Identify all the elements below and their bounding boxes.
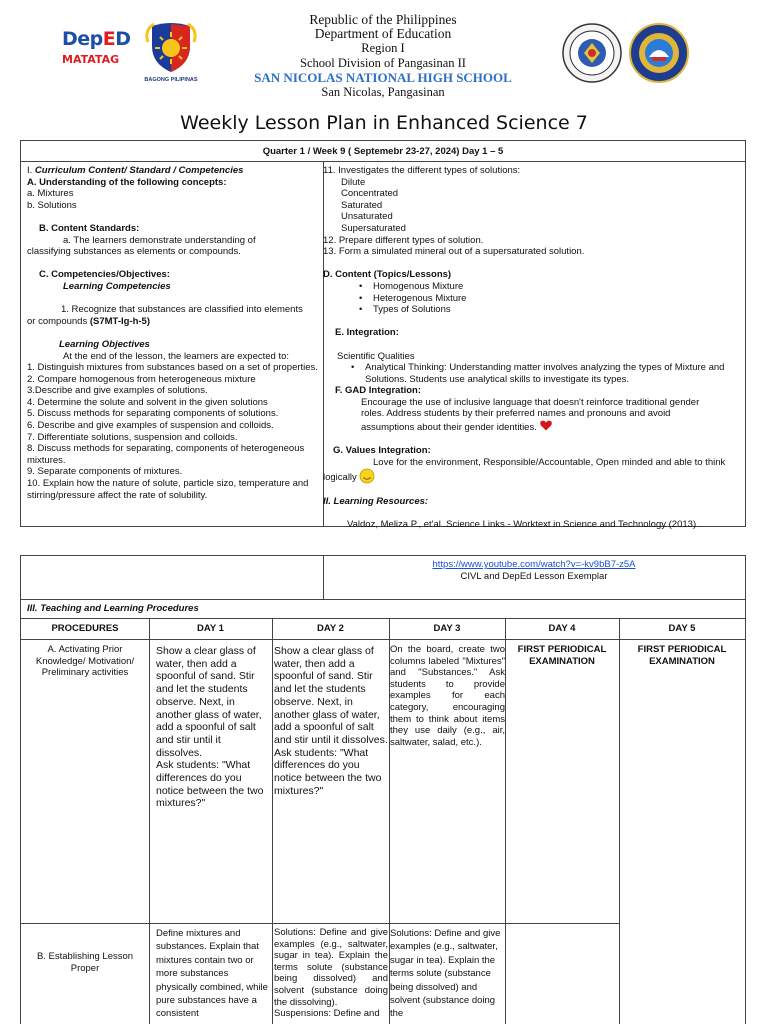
learning-objectives-heading: Learning Objectives (59, 338, 150, 350)
curriculum-left-column (27, 165, 319, 501)
smiley-icon (359, 468, 375, 484)
section-f-heading: F. GAD Integration: (335, 385, 422, 397)
section-i-prefix: I. (27, 165, 35, 176)
solution-type: Supersaturated (341, 222, 406, 234)
section-d-heading: D. Content (Topics/Lessons) (323, 269, 452, 281)
procedure-b-label: B. Establishing Lesson Proper (36, 951, 134, 974)
column-header-day2: DAY 2 (317, 623, 344, 634)
teaching-procedures-heading: III. Teaching and Learning Procedures (27, 603, 199, 614)
topic-item: • Heterogenous Mixture (373, 293, 745, 305)
bagong-pilipinas-logo (140, 20, 202, 83)
heart-icon (540, 420, 552, 431)
column-header-day4: DAY 4 (548, 623, 576, 634)
objective-item: 10. Explain how the nature of solute, particle sizo, temperature and stirring/pressure affect the rate of solubility. (27, 478, 309, 501)
item-12: 12. Prepare different types of solution. (323, 234, 484, 246)
solution-type: Unsaturated (341, 211, 393, 223)
solution-type: Dilute (341, 176, 366, 188)
deped-matatag-logo (62, 28, 131, 78)
column-header-day3: DAY 3 (433, 623, 461, 634)
objective-item: 8. Discuss methods for separating, components of heterogeneous mixtures. (27, 443, 305, 466)
curriculum-table (20, 140, 746, 531)
concept-item: b. Solutions (27, 199, 77, 211)
gad-integration-text: Encourage the use of inclusive language that doesn't reinforce traditional gender roles. Address students by their preferred names and pronouns and avoid assumptions about their gender identities. (361, 396, 700, 434)
scientific-qualities-label: Scientific Qualities (337, 350, 415, 362)
objective-item: 6. Describe and give examples of suspension and colloids. (27, 420, 274, 432)
objective-item: 4. Determine the solute and solvent in the given solutions (27, 396, 268, 408)
day2-activity-b: Solutions: Define and give examples (e.g., saltwater, sugar in tea). Explain the terms solute (substance being dissolved) and solvent (substance doing the dissolving). Suspensions: Define and (274, 927, 388, 1020)
objective-item: 5. Discuss methods for separating components of solutions. (27, 408, 279, 420)
objective-item: 2. Compare homogenous from heterogeneous mixture (27, 373, 256, 385)
department-line: Department of Education (314, 26, 452, 41)
procedure-a-label: A. Activating Prior Knowledge/ Motivation/ Preliminary activities (35, 644, 135, 679)
document-title: Weekly Lesson Plan in Enhanced Science 7 (180, 112, 588, 134)
analytical-thinking-item: • Analytical Thinking: Understanding matter involves analyzing the types of Mixture and Solutions. Students use analytical skills to investigate its types. (365, 362, 745, 385)
day2-activity-a: Show a clear glass of water, then add a spoonful of sand. Stir and let the students observe. Next, in another glass of water, add a spoonful of salt and stir until it dissolves. Ask students: "What differences do you notice between the two mixtures?" (274, 645, 388, 797)
objective-item: 3.Describe and give examples of solutions. (27, 385, 208, 397)
values-integration-line: Love for the environment, Responsible/Accountable, Open minded and able to think (373, 456, 726, 468)
concept-item: a. Mixtures (27, 188, 74, 200)
deped-logo-text: DepED (62, 28, 131, 50)
school-name: SAN NICOLAS NATIONAL HIGH SCHOOL (254, 70, 512, 85)
section-i-heading: Curriculum Content/ Standard / Competencies (34, 165, 244, 176)
learning-competencies-heading: Learning Competencies (63, 280, 171, 292)
objective-item: 7. Differentiate solutions, suspension and colloids. (27, 431, 238, 443)
matatag-logo-text: MATATAG (62, 53, 120, 66)
section-c-heading: C. Competencies/Objectives: (39, 269, 170, 281)
column-header-procedures: PROCEDURES (51, 623, 119, 634)
topic-item: • Homogenous Mixture (373, 281, 745, 293)
day5-exam-label: FIRST PERIODICAL EXAMINATION (637, 644, 727, 667)
region-line: Region I (361, 41, 405, 55)
section-e-heading: E. Integration: (335, 327, 399, 339)
solution-type: Concentrated (341, 188, 399, 200)
learning-resources-heading: II. Learning Resources: (323, 496, 429, 508)
curriculum-right-column (323, 165, 745, 531)
exemplar-label: CIVL and DepEd Lesson Exemplar (460, 571, 608, 582)
topic-item: • Types of Solutions (373, 304, 745, 316)
section-g-heading: G. Values Integration: (333, 445, 431, 457)
quarter-week-line: Quarter 1 / Week 9 ( Septemebr 23-27, 2024) Day 1 – 5 (21, 141, 745, 162)
school-seal-icon (562, 23, 622, 83)
division-seal-icon (629, 23, 689, 83)
content-standard-line: classifying substances as elements or compounds. (27, 246, 241, 258)
item-13: 13. Form a simulated mineral out of a supersaturated solution. (323, 246, 585, 258)
day1-activity-a: Show a clear glass of water, then add a spoonful of sand. Stir and let the students observe. Next, in another glass of water, add a spoonful of salt and stir until it dissolves. Ask students: "What differences do you notice between the two mixtures?" (156, 645, 264, 810)
column-header-day5: DAY 5 (668, 623, 696, 634)
day3-activity-b: Solutions: Define and give examples (e.g., saltwater, sugar in tea). Explain the terms solute (substance being dissolved) and solvent (substance doing the (390, 928, 501, 1020)
section-a-heading: A. Understanding of the following concepts: (27, 176, 227, 188)
video-link[interactable]: https://www.youtube.com/watch?v=-kv9bB7-z5A (432, 559, 636, 570)
day3-activity-a: On the board, create two columns labeled "Mixtures" and "Substances." Ask students to provide examples for each category, encouraging them to think about items they use daily (e.g., air, saltwater, salad, etc.). (390, 644, 505, 748)
item-11: 11. Investigates the different types of solutions: (323, 165, 521, 176)
learning-resource-citation: Valdoz, Meliza P., et'al .Science Links - Worktext in Science and Technology (2013) . (347, 519, 702, 531)
objective-item: 1. Distinguish mixtures from substances based on a set of properties. (27, 362, 318, 374)
section-b-heading: B. Content Standards: (39, 222, 140, 234)
bagong-pilipinas-emblem-icon (140, 20, 202, 74)
republic-line: Republic of the Philippines (309, 12, 457, 27)
procedures-table (20, 555, 746, 1024)
competency-line: 1. Recognize that substances are classified into elements (61, 304, 303, 316)
solution-type: Saturated (341, 199, 383, 211)
learning-objectives-intro: At the end of the lesson, the learners are expected to: (63, 350, 290, 362)
school-location: San Nicolas, Pangasinan (321, 85, 445, 99)
values-integration-line: logically (323, 472, 357, 484)
column-header-day1: DAY 1 (197, 623, 224, 634)
day1-activity-b: Define mixtures and substances. Explain that mixtures contain two or more substances physically combined, while pure substances have a consistent (156, 928, 268, 1020)
division-line: School Division of Pangasinan II (300, 56, 466, 70)
school-header (200, 12, 566, 100)
competency-code: (S7MT-Ig-h-5) (89, 315, 151, 327)
objective-item: 9. Separate components of mixtures. (27, 466, 183, 478)
content-standard-line: a. The learners demonstrate understanding of (63, 234, 256, 246)
day4-exam-label: FIRST PERIODICAL EXAMINATION (517, 644, 607, 667)
competency-line: or compounds (27, 315, 90, 327)
bagong-pilipinas-caption: BAGONG PILIPINAS (144, 77, 198, 83)
